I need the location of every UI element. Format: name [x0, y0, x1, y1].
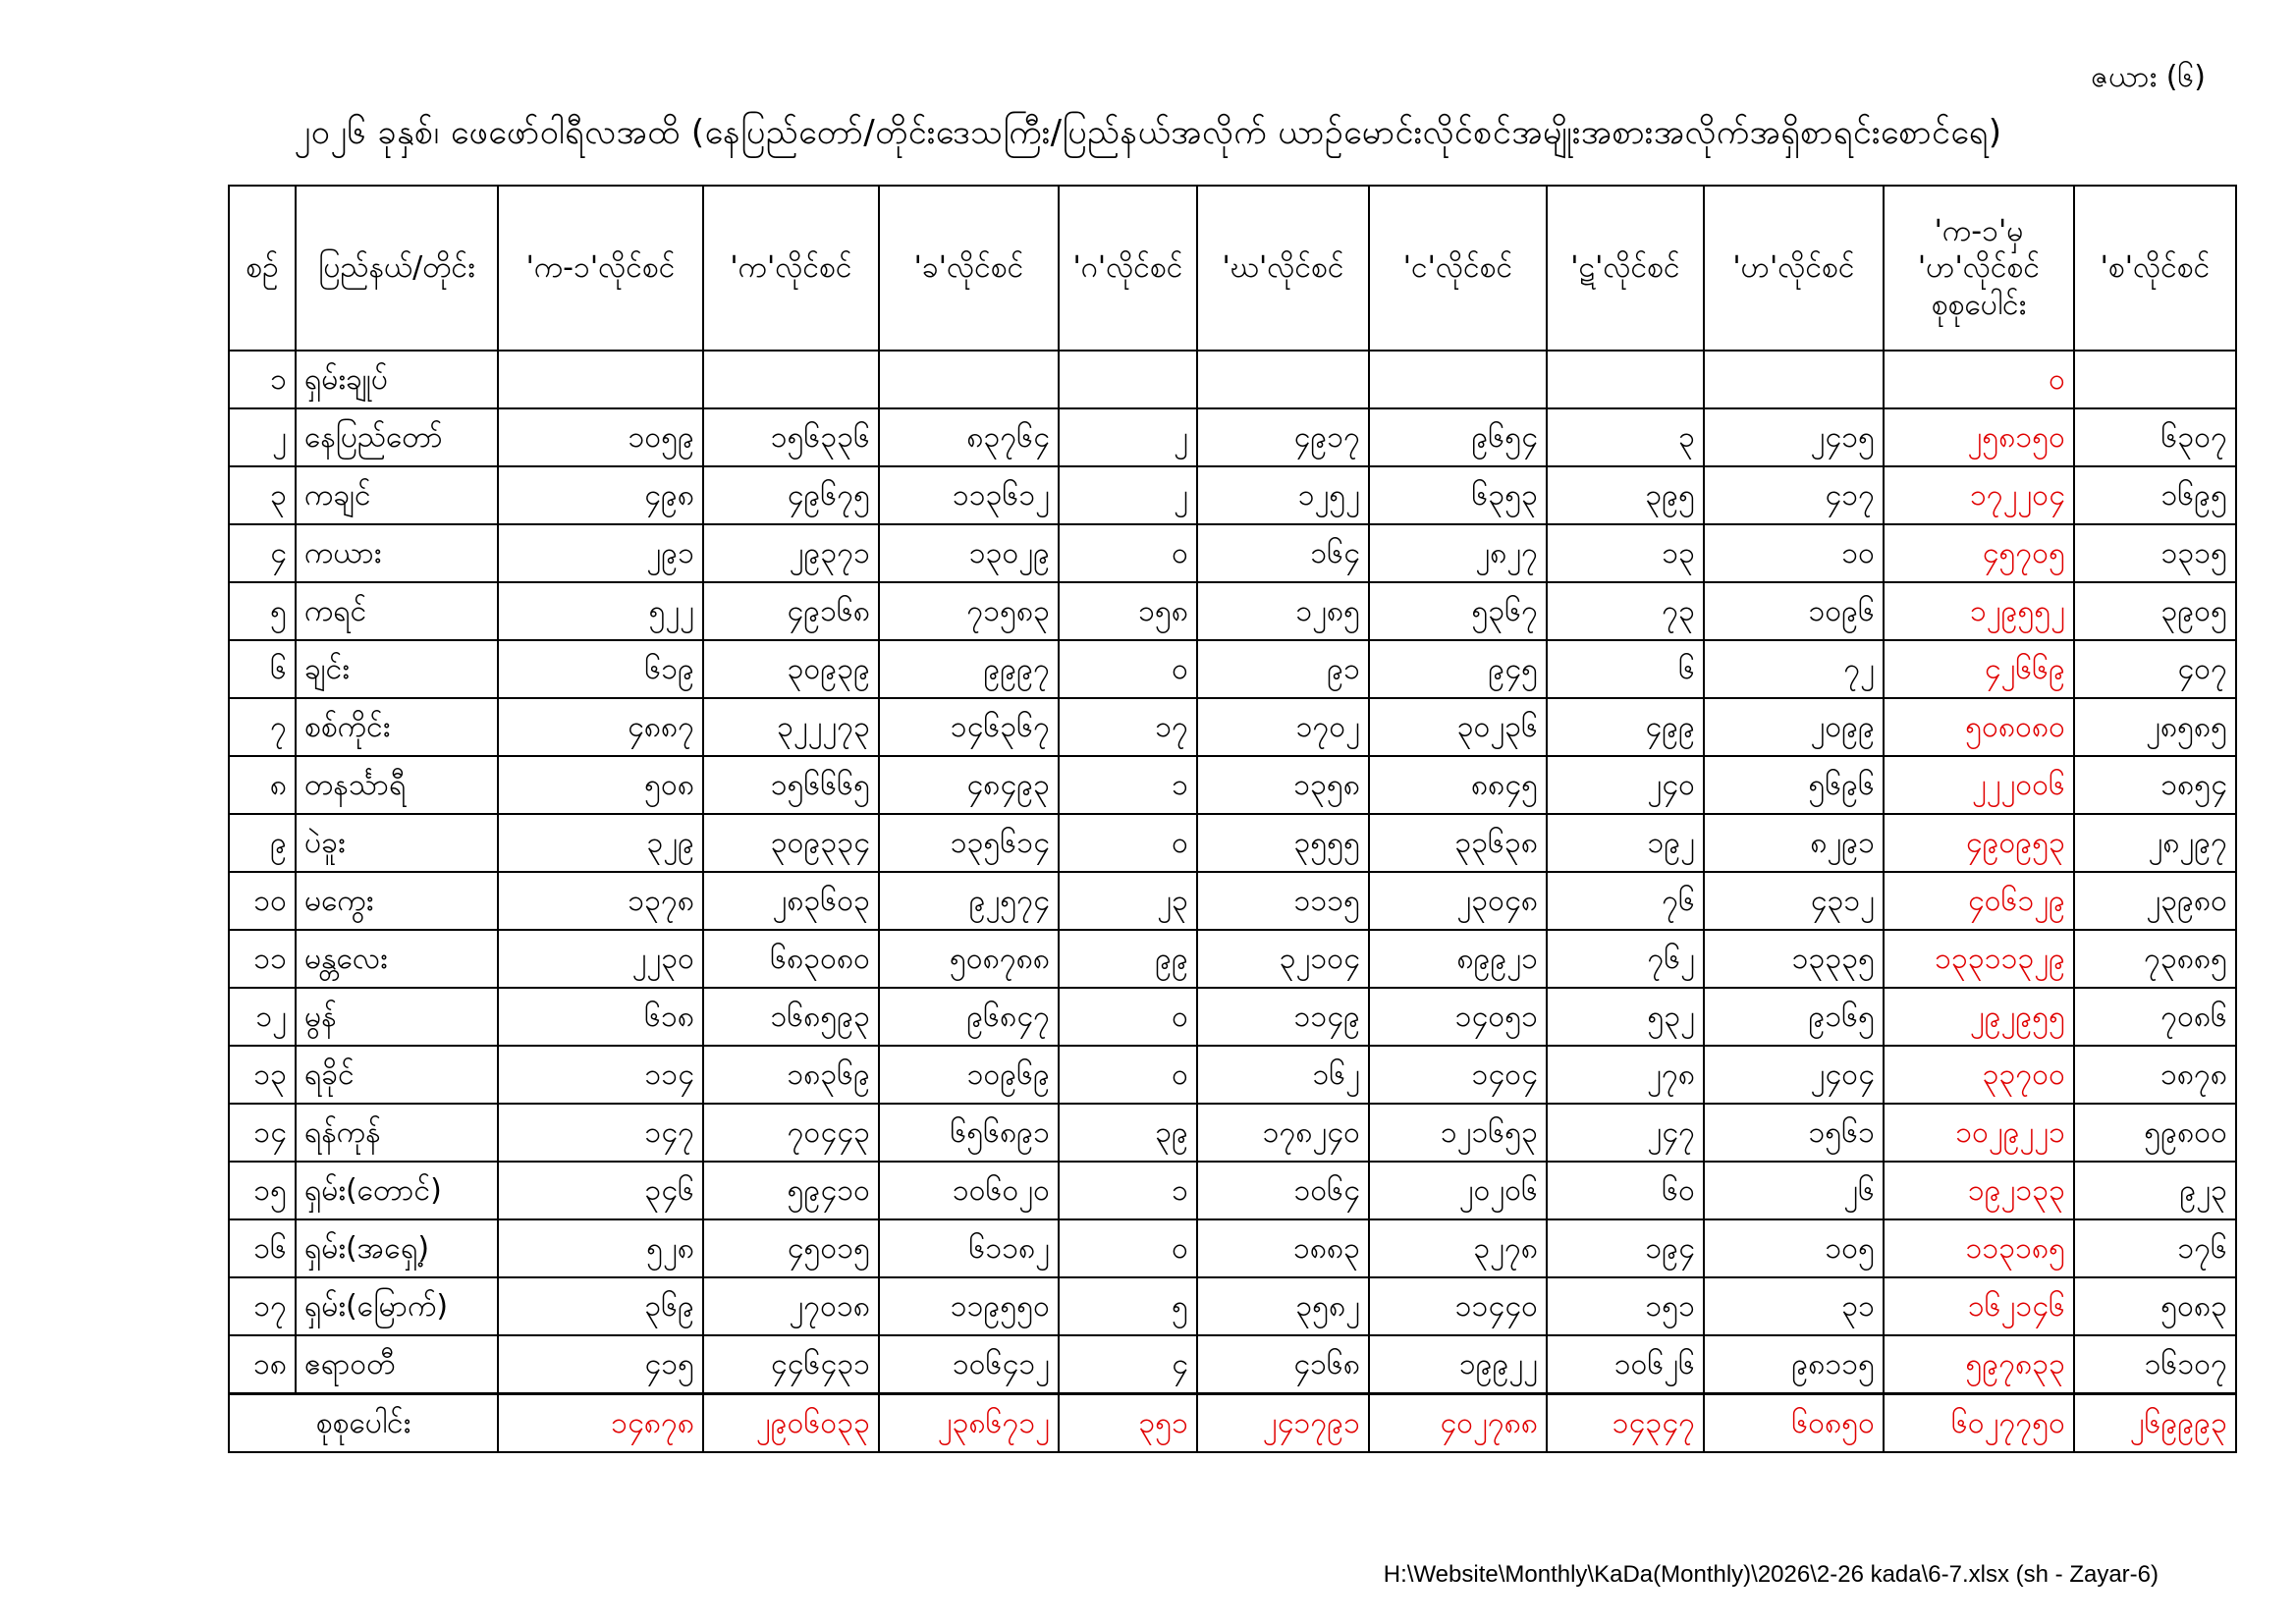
subtotal-cell: ၄၅၇၀၅: [1884, 524, 2074, 582]
col-header-region: ပြည်နယ်/တိုင်း: [296, 186, 498, 351]
value-cell: ၂၀၂၀၆: [1369, 1162, 1547, 1219]
value-cell: ၁၁၁၅: [1197, 872, 1369, 930]
value-cell: ၁၅၆၃၃၆: [703, 408, 879, 466]
value-cell: ၄၅၀၁၅: [703, 1219, 879, 1277]
value-cell: ၆၀: [1547, 1162, 1704, 1219]
value-cell: [703, 351, 879, 408]
value-cell: ၆၁၁၈၂: [879, 1219, 1059, 1277]
value-cell: ၂၃: [1059, 872, 1197, 930]
value-cell: ၁၅၁: [1547, 1277, 1704, 1335]
value-cell: ၁၅၈: [1059, 582, 1197, 640]
serial-cell: ၃: [229, 466, 296, 524]
value-cell: ၆၃၀၇: [2074, 408, 2236, 466]
serial-cell: ၁၁: [229, 930, 296, 988]
value-cell: ၀: [1059, 1219, 1197, 1277]
value-cell: ၃၃၆၃၈: [1369, 814, 1547, 872]
value-cell: [1197, 351, 1369, 408]
subtotal-cell: ၁၆၂၁၄၆: [1884, 1277, 2074, 1335]
subtotal-cell: ၃၃၇၀၀: [1884, 1046, 2074, 1104]
value-cell: ၈၂၉၁: [1704, 814, 1884, 872]
value-cell: ၄၀၇: [2074, 640, 2236, 698]
subtotal-cell: ၄၀၆၁၂၉: [1884, 872, 2074, 930]
value-cell: ၃၅၅၅: [1197, 814, 1369, 872]
value-cell: ၁၄၆၃၆၇: [879, 698, 1059, 756]
value-cell: [1369, 351, 1547, 408]
table-row: [229, 756, 2236, 814]
serial-cell: ၁၅: [229, 1162, 296, 1219]
serial-cell: ၁၂: [229, 988, 296, 1046]
total-cell: ၂၄၁၇၉၁: [1197, 1394, 1369, 1453]
col-header-subtotal: 'က-၁'မှ 'ဟ'လိုင်စင် စုစုပေါင်း: [1884, 186, 2074, 351]
subtotal-cell: ၂၂၂၀၀၆: [1884, 756, 2074, 814]
value-cell: ၃၅၈၂: [1197, 1277, 1369, 1335]
col-header-serial: စဉ်: [229, 186, 296, 351]
value-cell: ၁၁၄၉: [1197, 988, 1369, 1046]
serial-cell: ၅: [229, 582, 296, 640]
table-row: [229, 872, 2236, 930]
value-cell: ၉၁၆၅: [1704, 988, 1884, 1046]
subtotal-cell: ၁၇၂၂၀၄: [1884, 466, 2074, 524]
value-cell: ၇၀၄၄၃: [703, 1104, 879, 1162]
region-cell: မွန်: [296, 988, 498, 1046]
table-row: [229, 351, 2236, 408]
value-cell: ၉၂၅၇၄: [879, 872, 1059, 930]
region-cell: ကရင်: [296, 582, 498, 640]
subtotal-cell: ၄၂၆၆၉: [1884, 640, 2074, 698]
value-cell: ၁၃၅၆၁၄: [879, 814, 1059, 872]
total-cell: ၂၉၀၆၀၃၃: [703, 1394, 879, 1453]
table-row: [229, 1219, 2236, 1277]
region-cell: စစ်ကိုင်း: [296, 698, 498, 756]
subtotal-cell: ၅၀၈၀၈၀: [1884, 698, 2074, 756]
value-cell: ၂၄၀: [1547, 756, 1704, 814]
table-row: [229, 1335, 2236, 1394]
total-cell: ၁၄၃၄၇: [1547, 1394, 1704, 1453]
subtotal-cell: ၀: [1884, 351, 2074, 408]
region-cell: မန္တလေး: [296, 930, 498, 988]
value-cell: ၅: [1059, 1277, 1197, 1335]
value-cell: ၉၂၃: [2074, 1162, 2236, 1219]
value-cell: ၄၁၇: [1704, 466, 1884, 524]
value-cell: ၃၂၇၈: [1369, 1219, 1547, 1277]
value-cell: ၁၇၀၂: [1197, 698, 1369, 756]
value-cell: ၃၆၉: [498, 1277, 703, 1335]
value-cell: [1547, 351, 1704, 408]
subtotal-cell: ၂၉၂၉၅၅: [1884, 988, 2074, 1046]
value-cell: ၁၆၂: [1197, 1046, 1369, 1104]
value-cell: ၂၈၃၆၀၃: [703, 872, 879, 930]
total-cell: ၃၅၁: [1059, 1394, 1197, 1453]
value-cell: ၁၄၇: [498, 1104, 703, 1162]
value-cell: ၁၂၈၅: [1197, 582, 1369, 640]
value-cell: ၁၈၃၆၉: [703, 1046, 879, 1104]
col-header-ha: 'ဟ'လိုင်စင်: [1704, 186, 1884, 351]
value-cell: ၁၀၅: [1704, 1219, 1884, 1277]
value-cell: ၂၉၁: [498, 524, 703, 582]
value-cell: ၀: [1059, 988, 1197, 1046]
value-cell: ၁၆၄: [1197, 524, 1369, 582]
value-cell: ၅၉၈၀၀: [2074, 1104, 2236, 1162]
value-cell: ၁၃၃၃၅: [1704, 930, 1884, 988]
total-cell: ၂၃၈၆၇၁၂: [879, 1394, 1059, 1453]
col-header-ka1: 'က-၁'လိုင်စင်: [498, 186, 703, 351]
region-cell: ကချင်: [296, 466, 498, 524]
col-header-ga: 'ဂ'လိုင်စင်: [1059, 186, 1197, 351]
value-cell: ၈၉၉၂၁: [1369, 930, 1547, 988]
subtotal-cell: ၄၉၀၉၅၃: [1884, 814, 2074, 872]
table-row: [229, 640, 2236, 698]
value-cell: [2074, 351, 2236, 408]
value-cell: ၅၀၈၃: [2074, 1277, 2236, 1335]
table-row: [229, 1277, 2236, 1335]
total-cell: ၆၀၈၅၀: [1704, 1394, 1884, 1453]
value-cell: ၂၂၃၀: [498, 930, 703, 988]
value-cell: ၁၉၂: [1547, 814, 1704, 872]
page-title: ၂၀၂၆ ခုနှစ်၊ ဖေဖော်ဝါရီလအထိ (နေပြည်တော်/တိုင်းဒေသကြီး/ပြည်နယ်အလိုက် ယာဉ်မောင်းလိုင်စင်အမျိုးအစားအလိုက်အရှိစာရင်းစောင်ရေ): [294, 113, 2002, 152]
table-row: [229, 1162, 2236, 1219]
value-cell: ၅၂၂: [498, 582, 703, 640]
serial-cell: ၆: [229, 640, 296, 698]
serial-cell: ၁: [229, 351, 296, 408]
serial-cell: ၁၇: [229, 1277, 296, 1335]
value-cell: ၂၇၈: [1547, 1046, 1704, 1104]
value-cell: ၃၉: [1059, 1104, 1197, 1162]
value-cell: ၁၀၅၉: [498, 408, 703, 466]
region-cell: ရခိုင်: [296, 1046, 498, 1104]
value-cell: ၁၃၅၈: [1197, 756, 1369, 814]
value-cell: ၄၈၈၇: [498, 698, 703, 756]
value-cell: ၇၆: [1547, 872, 1704, 930]
table-row: [229, 814, 2236, 872]
subtotal-cell: ၁၀၂၉၂၂၁: [1884, 1104, 2074, 1162]
value-cell: ၁၈၅၄: [2074, 756, 2236, 814]
file-path-footer: H:\Website\Monthly\KaDa(Monthly)\2026\2-26 kada\6-7.xlsx (sh - Zayar-6): [1383, 1561, 2159, 1588]
value-cell: ၈၈၄၅: [1369, 756, 1547, 814]
col-header-tta: 'ဋ'လိုင်စင်: [1547, 186, 1704, 351]
value-cell: ၇၃: [1547, 582, 1704, 640]
value-cell: ၄၉၁၆၈: [703, 582, 879, 640]
value-cell: ၁၇: [1059, 698, 1197, 756]
value-cell: ၁၆၉၅: [2074, 466, 2236, 524]
value-cell: ၆၁၈: [498, 988, 703, 1046]
value-cell: ၂၃၉၈၀: [2074, 872, 2236, 930]
value-cell: ၃၉၀၅: [2074, 582, 2236, 640]
value-cell: ၁: [1059, 1162, 1197, 1219]
value-cell: ၇၆၂: [1547, 930, 1704, 988]
value-cell: ၉၉၉၇: [879, 640, 1059, 698]
value-cell: ၁၃: [1547, 524, 1704, 582]
serial-cell: ၇: [229, 698, 296, 756]
value-cell: ၁၅၆၆၆၅: [703, 756, 879, 814]
region-cell: ကယား: [296, 524, 498, 582]
value-cell: ၇၂: [1704, 640, 1884, 698]
subtotal-cell: ၁၉၂၁၃၃: [1884, 1162, 2074, 1219]
header-row: [229, 186, 2236, 351]
table-number-tag: ဇယား (၆): [2091, 60, 2206, 94]
value-cell: ၂၉၃၇၁: [703, 524, 879, 582]
value-cell: ၁၃၁၅: [2074, 524, 2236, 582]
value-cell: ၁၂၅၂: [1197, 466, 1369, 524]
total-row: [229, 1394, 2236, 1453]
value-cell: ၅၀၈: [498, 756, 703, 814]
serial-cell: ၉: [229, 814, 296, 872]
value-cell: ၃၂၉: [498, 814, 703, 872]
value-cell: ၄၁၆၈: [1197, 1335, 1369, 1394]
value-cell: ၆၅၆၈၉၁: [879, 1104, 1059, 1162]
value-cell: ၄၃၁၂: [1704, 872, 1884, 930]
subtotal-cell: ၂၅၈၁၅၀: [1884, 408, 2074, 466]
region-cell: ရှမ်းချုပ်: [296, 351, 498, 408]
value-cell: ၁၁၄၄၀: [1369, 1277, 1547, 1335]
region-cell: မကွေး: [296, 872, 498, 930]
value-cell: [1059, 351, 1197, 408]
value-cell: ၁၆၁၀၇: [2074, 1335, 2236, 1394]
value-cell: ၁၀: [1704, 524, 1884, 582]
value-cell: ၁၁၃၆၁၂: [879, 466, 1059, 524]
value-cell: ၀: [1059, 640, 1197, 698]
value-cell: ၉၁: [1197, 640, 1369, 698]
col-header-sa: 'စ'လိုင်စင်: [2074, 186, 2236, 351]
region-cell: နေပြည်တော်: [296, 408, 498, 466]
value-cell: ၃၁: [1704, 1277, 1884, 1335]
region-cell: ဧရာဝတီ: [296, 1335, 498, 1394]
value-cell: ၄၉၁၇: [1197, 408, 1369, 466]
value-cell: ၄၉၆၇၅: [703, 466, 879, 524]
value-cell: ၅၂၈: [498, 1219, 703, 1277]
value-cell: ၁၆၈၅၉၃: [703, 988, 879, 1046]
table-row: [229, 930, 2236, 988]
value-cell: ၄၄၆၄၃၁: [703, 1335, 879, 1394]
value-cell: ၂၄၀၄: [1704, 1046, 1884, 1104]
serial-cell: ၁၀: [229, 872, 296, 930]
value-cell: ၄၈၄၉၃: [879, 756, 1059, 814]
value-cell: ၁၄၀၄: [1369, 1046, 1547, 1104]
serial-cell: ၁၃: [229, 1046, 296, 1104]
region-cell: ရန်ကုန်: [296, 1104, 498, 1162]
region-cell: ချင်း: [296, 640, 498, 698]
value-cell: ၀: [1059, 1046, 1197, 1104]
value-cell: ၁၉၉၂၂: [1369, 1335, 1547, 1394]
value-cell: ၁၃၇၈: [498, 872, 703, 930]
value-cell: ၁၄၀၅၁: [1369, 988, 1547, 1046]
region-cell: ရှမ်း(တောင်): [296, 1162, 498, 1219]
value-cell: ၁၇၈၂၄၀: [1197, 1104, 1369, 1162]
value-cell: ၉၉: [1059, 930, 1197, 988]
value-cell: ၇၁၅၈၃: [879, 582, 1059, 640]
serial-cell: ၁၄: [229, 1104, 296, 1162]
value-cell: [498, 351, 703, 408]
value-cell: ၅၆၉၆: [1704, 756, 1884, 814]
value-cell: ၄၁၅: [498, 1335, 703, 1394]
value-cell: ၇၀၈၆: [2074, 988, 2236, 1046]
col-header-nga: 'င'လိုင်စင်: [1369, 186, 1547, 351]
value-cell: ၂၇၀၁၈: [703, 1277, 879, 1335]
value-cell: ၃၄၆: [498, 1162, 703, 1219]
value-cell: ၃၂၁၀၄: [1197, 930, 1369, 988]
value-cell: ၁၉၄: [1547, 1219, 1704, 1277]
value-cell: ၃၀၉၃၉: [703, 640, 879, 698]
value-cell: [1704, 351, 1884, 408]
value-cell: ၁၀၆၀၂၀: [879, 1162, 1059, 1219]
value-cell: ၁၀၆၂၆: [1547, 1335, 1704, 1394]
value-cell: ၁၃၀၂၉: [879, 524, 1059, 582]
value-cell: ၀: [1059, 814, 1197, 872]
subtotal-cell: ၁၃၃၁၁၃၂၉: [1884, 930, 2074, 988]
value-cell: ၄: [1059, 1335, 1197, 1394]
value-cell: ၅၃၂: [1547, 988, 1704, 1046]
table-row: [229, 698, 2236, 756]
value-cell: ၁၁၄: [498, 1046, 703, 1104]
value-cell: ၂: [1059, 408, 1197, 466]
table-row: [229, 1046, 2236, 1104]
value-cell: ၇၃၈၈၅: [2074, 930, 2236, 988]
value-cell: ၁၅၆၁: [1704, 1104, 1884, 1162]
value-cell: ၁၀၉၆: [1704, 582, 1884, 640]
col-header-gha: 'ဃ'လိုင်စင်: [1197, 186, 1369, 351]
value-cell: ၂၆: [1704, 1162, 1884, 1219]
value-cell: ၂: [1059, 466, 1197, 524]
total-cell: ၄၀၂၇၈၈: [1369, 1394, 1547, 1453]
value-cell: ၂၃၀၄၈: [1369, 872, 1547, 930]
value-cell: ၆၈၃၀၈၀: [703, 930, 879, 988]
value-cell: ၃: [1547, 408, 1704, 466]
value-cell: ၁၁၉၅၅၀: [879, 1277, 1059, 1335]
table-row: [229, 1104, 2236, 1162]
table-row: [229, 582, 2236, 640]
total-cell: ၁၄၈၇၈: [498, 1394, 703, 1453]
value-cell: ၄၉၉: [1547, 698, 1704, 756]
col-header-ka: 'က'လိုင်စင်: [703, 186, 879, 351]
region-cell: တနင်္သာရီ: [296, 756, 498, 814]
value-cell: ၈၃၇၆၄: [879, 408, 1059, 466]
value-cell: ၁၇၆: [2074, 1219, 2236, 1277]
total-cell: ၂၆၉၉၉၃: [2074, 1394, 2236, 1453]
total-cell: ၆၀၂၇၇၅၀: [1884, 1394, 2074, 1453]
col-header-kha: 'ခ'လိုင်စင်: [879, 186, 1059, 351]
table-row: [229, 408, 2236, 466]
value-cell: ၉၄၅: [1369, 640, 1547, 698]
value-cell: ၂၄၁၅: [1704, 408, 1884, 466]
value-cell: ၆: [1547, 640, 1704, 698]
subtotal-cell: ၁၁၃၁၈၅: [1884, 1219, 2074, 1277]
value-cell: ၁၀၉၆၉: [879, 1046, 1059, 1104]
serial-cell: ၁၈: [229, 1335, 296, 1394]
value-cell: ၁၈၇၈: [2074, 1046, 2236, 1104]
value-cell: ၆၁၉: [498, 640, 703, 698]
value-cell: ၃၂၂၂၇၃: [703, 698, 879, 756]
value-cell: ၉၈၁၁၅: [1704, 1335, 1884, 1394]
value-cell: ၁၀၆၄: [1197, 1162, 1369, 1219]
value-cell: ၃၀၂၃၆: [1369, 698, 1547, 756]
license-table: [228, 185, 2237, 1453]
table-row: [229, 988, 2236, 1046]
value-cell: ၂၈၅၈၅: [2074, 698, 2236, 756]
serial-cell: ၂: [229, 408, 296, 466]
value-cell: ၂၈၂၉၇: [2074, 814, 2236, 872]
value-cell: ၄၉၈: [498, 466, 703, 524]
value-cell: ၅၃၆၇: [1369, 582, 1547, 640]
value-cell: ၉၆၅၄: [1369, 408, 1547, 466]
table-row: [229, 466, 2236, 524]
value-cell: ၁၂၁၆၅၃: [1369, 1104, 1547, 1162]
serial-cell: ၈: [229, 756, 296, 814]
value-cell: ၁၀၆၄၁၂: [879, 1335, 1059, 1394]
region-cell: ပဲခူး: [296, 814, 498, 872]
value-cell: ၁: [1059, 756, 1197, 814]
serial-cell: ၄: [229, 524, 296, 582]
serial-cell: ၁၆: [229, 1219, 296, 1277]
value-cell: ၅၀၈၇၈၈: [879, 930, 1059, 988]
value-cell: ၀: [1059, 524, 1197, 582]
value-cell: ၁၈၈၃: [1197, 1219, 1369, 1277]
value-cell: ၆၃၅၃: [1369, 466, 1547, 524]
value-cell: [879, 351, 1059, 408]
total-label: စုစုပေါင်း: [229, 1394, 498, 1453]
value-cell: ၃၀၉၃၃၄: [703, 814, 879, 872]
value-cell: ၂၈၂၇: [1369, 524, 1547, 582]
value-cell: ၃၉၅: [1547, 466, 1704, 524]
subtotal-cell: ၅၉၇၈၃၃: [1884, 1335, 2074, 1394]
region-cell: ရှမ်း(မြောက်): [296, 1277, 498, 1335]
region-cell: ရှမ်း(အရှေ့): [296, 1219, 498, 1277]
value-cell: ၂၄၇: [1547, 1104, 1704, 1162]
subtotal-cell: ၁၂၉၅၅၂: [1884, 582, 2074, 640]
table-row: [229, 524, 2236, 582]
value-cell: ၂၀၉၉: [1704, 698, 1884, 756]
value-cell: ၉၆၈၄၇: [879, 988, 1059, 1046]
value-cell: ၅၉၄၁၀: [703, 1162, 879, 1219]
